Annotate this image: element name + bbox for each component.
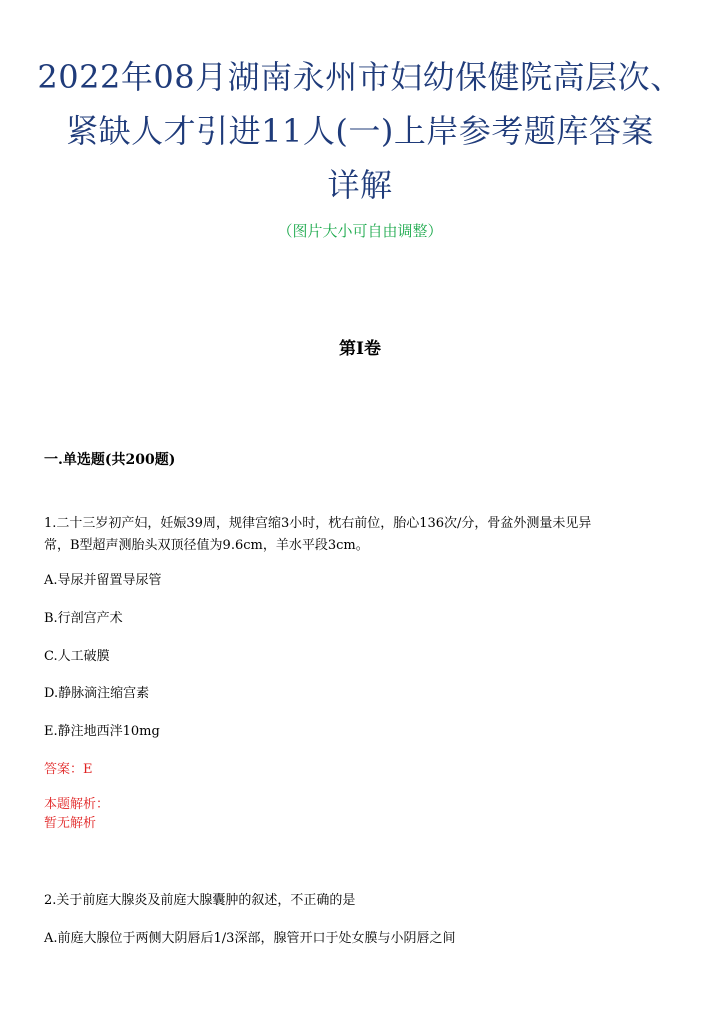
question-1-stem-line-1: 1.二十三岁初产妇，妊娠39周，规律宫缩3小时，枕右前位，胎心136次/分，骨盆外测量未见异 — [44, 516, 592, 531]
question-1-answer: 答案：E — [44, 762, 93, 777]
question-1-option-c: C.人工破膜 — [44, 649, 110, 664]
question-1-option-a: A.导尿并留置导尿管 — [44, 573, 162, 588]
document-title — [20, 50, 700, 212]
section-heading: 一.单选题(共200题) — [44, 452, 176, 468]
question-1-stem-line-2: 常，B型超声测胎头双顶径值为9.6cm，羊水平段3cm。 — [44, 538, 369, 553]
question-1-analysis-label: 本题解析： — [44, 797, 110, 812]
title-line-3: 详解 — [327, 166, 393, 204]
question-2-option-a: A.前庭大腺位于两侧大阴唇后1/3深部，腺管开口于处女膜与小阴唇之间 — [44, 931, 456, 946]
question-2-stem-line-1: 2.关于前庭大腺炎及前庭大腺囊肿的叙述，不正确的是 — [44, 893, 356, 908]
question-1-analysis-text: 暂无解析 — [44, 816, 97, 831]
title-line-1: 2022年08月湖南永州市妇幼保健院高层次、 — [37, 58, 683, 96]
question-1-option-d: D.静脉滴注缩宫素 — [44, 686, 150, 701]
question-1-option-b: B.行剖宫产术 — [44, 611, 123, 626]
image-resize-note: （图片大小可自由调整） — [277, 222, 443, 240]
question-1-option-e: E.静注地西泮10mg — [44, 724, 160, 739]
title-line-2: 紧缺人才引进11人(一)上岸参考题库答案 — [66, 112, 654, 150]
volume-heading: 第I卷 — [339, 339, 381, 359]
